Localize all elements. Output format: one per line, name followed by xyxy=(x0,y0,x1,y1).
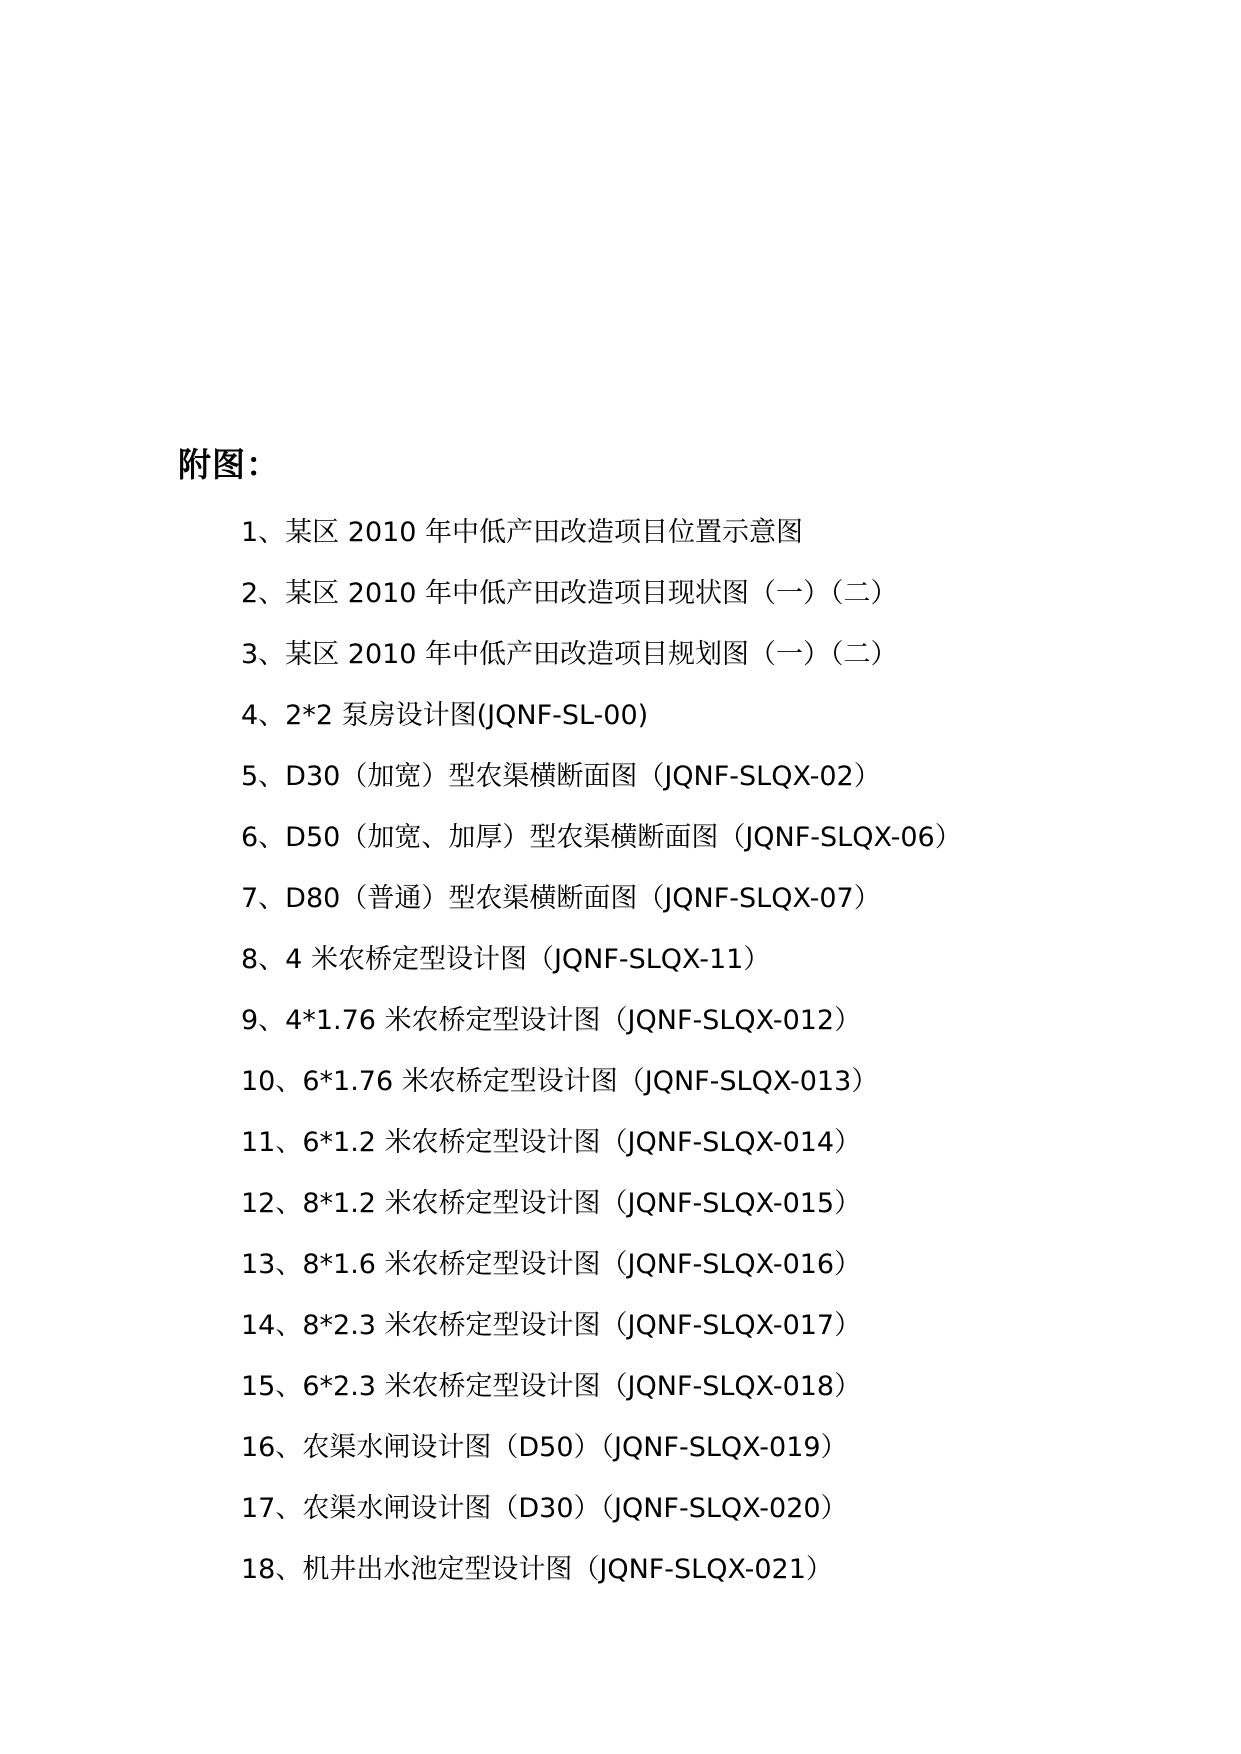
list-item: 6、D50（加宽、加厚）型农渠横断面图（JQNF-SLQX-06） xyxy=(241,822,962,853)
list-item: 10、6*1.76 米农桥定型设计图（JQNF-SLQX-013） xyxy=(241,1066,879,1097)
list-item: 4、2*2 泵房设计图(JQNF-SL-00) xyxy=(241,700,649,731)
list-item: 12、8*1.2 米农桥定型设计图（JQNF-SLQX-015） xyxy=(241,1188,862,1219)
list-item: 15、6*2.3 米农桥定型设计图（JQNF-SLQX-018） xyxy=(241,1371,862,1402)
list-item: 13、8*1.6 米农桥定型设计图（JQNF-SLQX-016） xyxy=(241,1249,862,1280)
list-item: 18、机井出水池定型设计图（JQNF-SLQX-021） xyxy=(241,1554,833,1585)
list-item: 11、6*1.2 米农桥定型设计图（JQNF-SLQX-014） xyxy=(241,1127,862,1158)
list-item: 17、农渠水闸设计图（D30）（JQNF-SLQX-020） xyxy=(241,1493,848,1524)
list-item: 14、8*2.3 米农桥定型设计图（JQNF-SLQX-017） xyxy=(241,1310,862,1341)
list-item: 1、某区 2010 年中低产田改造项目位置示意图 xyxy=(241,517,804,548)
list-item: 16、农渠水闸设计图（D50）（JQNF-SLQX-019） xyxy=(241,1432,848,1463)
list-item: 9、4*1.76 米农桥定型设计图（JQNF-SLQX-012） xyxy=(241,1005,862,1036)
list-item: 3、某区 2010 年中低产田改造项目规划图（一）（二） xyxy=(241,639,898,670)
appendix-heading: 附图： xyxy=(178,445,280,484)
list-item: 5、D30（加宽）型农渠横断面图（JQNF-SLQX-02） xyxy=(241,761,881,792)
appendix-drawing-list xyxy=(241,512,962,1610)
list-item: 8、4 米农桥定型设计图（JQNF-SLQX-11） xyxy=(241,944,771,975)
list-item: 7、D80（普通）型农渠横断面图（JQNF-SLQX-07） xyxy=(241,883,881,914)
list-item: 2、某区 2010 年中低产田改造项目现状图（一）（二） xyxy=(241,578,898,609)
